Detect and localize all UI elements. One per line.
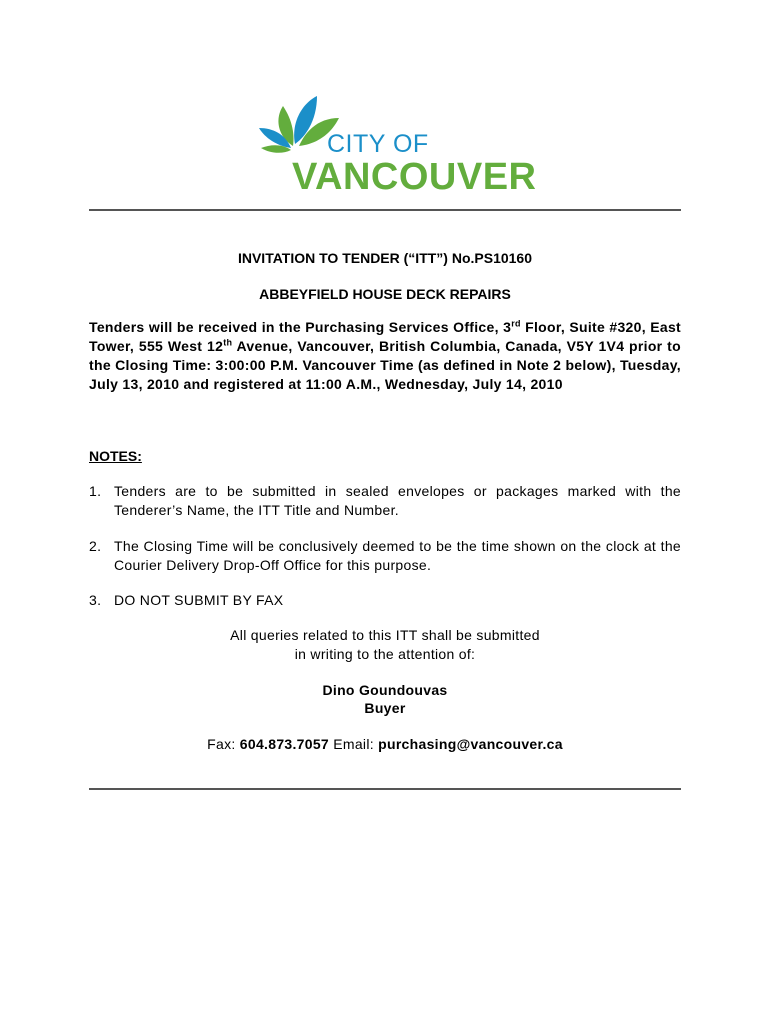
note-item: 2. The Closing Time will be conclusively deemed to be the time shown on the clock at the Courier Delivery Drop-Off Office for this purpose. <box>89 538 681 573</box>
contact-name: Dino Goundouvas <box>322 682 448 698</box>
note-item: 3. DO NOT SUBMIT BY FAX <box>89 592 284 608</box>
notes-heading: NOTES: <box>89 448 142 464</box>
contact-line <box>89 735 681 754</box>
city-logo <box>255 88 537 200</box>
intro-paragraph: Tenders will be received in the Purchasing Services Office, 3rd Floor, Suite #320, East Tower, 555 West 12th Avenue, Vancouver, British Columbia, Canada, V5Y 1V4 prior to the Closing Time: 3:00:00 P.M. Vancouver Time (as defined in Note 2 below), Tuesday, July 13, 2010 and registered at 11:00 A.M., Wednesday, July 14, 2010 <box>89 318 682 392</box>
logo-city-of: CITY OF <box>327 130 429 158</box>
queries-line-1: All queries related to this ITT shall be submitted <box>230 627 540 643</box>
fax-label: Fax: <box>207 736 240 752</box>
queries-line-2: in writing to the attention of: <box>294 646 476 662</box>
fax-number: 604.873.7057 <box>239 736 330 752</box>
document-subtitle: ABBEYFIELD HOUSE DECK REPAIRS <box>259 286 511 302</box>
note-item: 1. Tenders are to be submitted in sealed envelopes or packages marked with the Tenderer’s Name, the ITT Title and Number. <box>89 483 681 518</box>
contact-role: Buyer <box>364 700 406 716</box>
logo-vancouver: VANCOUVER <box>292 156 537 198</box>
bottom-divider <box>89 788 681 790</box>
top-divider <box>89 209 681 211</box>
email-label: Email: <box>329 736 379 752</box>
email-link[interactable]: purchasing@vancouver.ca <box>378 736 563 752</box>
document-title: INVITATION TO TENDER (“ITT”) No.PS10160 <box>237 250 533 266</box>
